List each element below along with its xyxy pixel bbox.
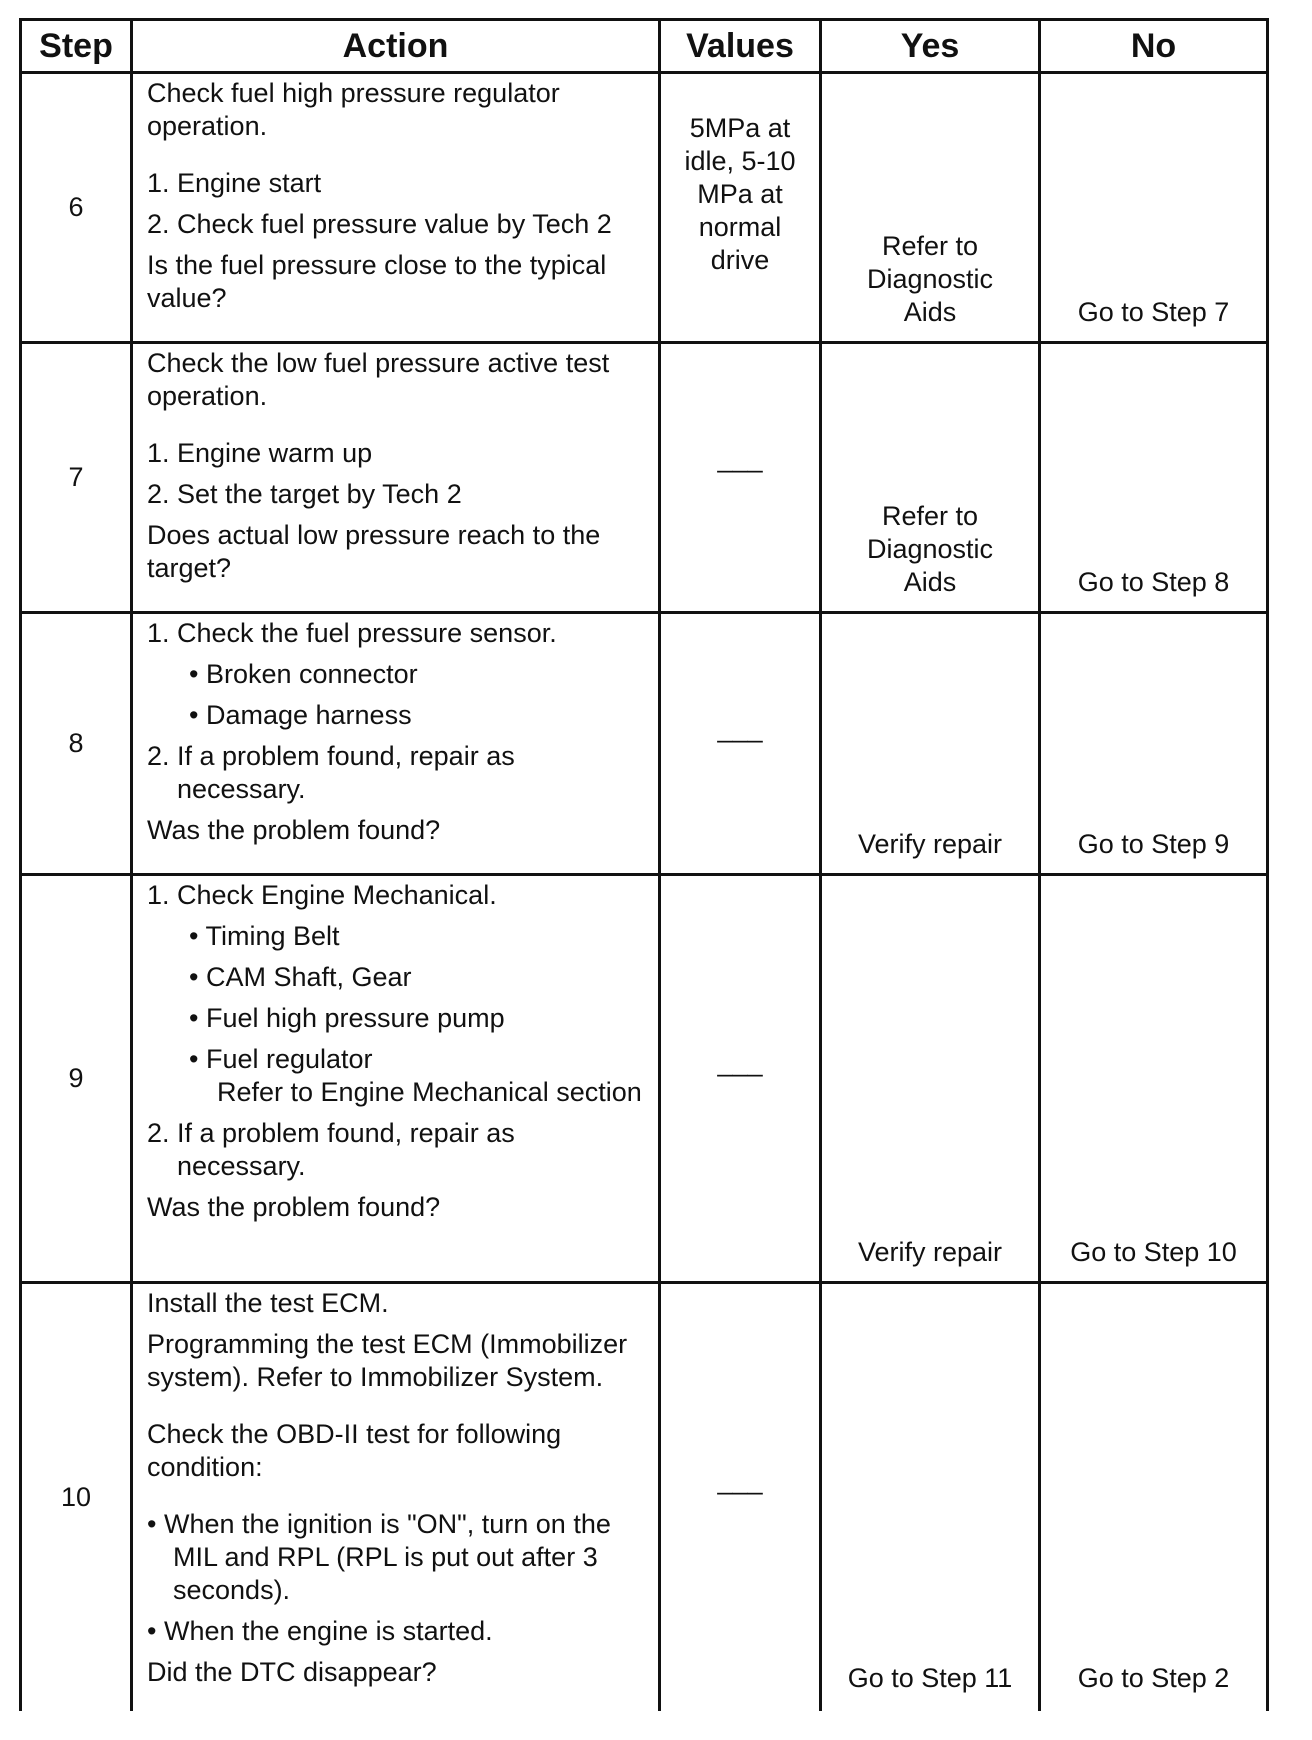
action-bullet: • CAM Shaft, Gear	[189, 962, 412, 992]
action-note: Refer to Engine Mechanical section	[217, 1077, 642, 1107]
no-cell	[1040, 343, 1268, 613]
action-cell	[132, 73, 660, 343]
action-question: Does actual low pressure reach to the target?	[147, 520, 601, 583]
action-question: Did the DTC disappear?	[147, 1657, 437, 1687]
action-bullet: • When the engine is started.	[147, 1616, 493, 1646]
action-item-2: 2. Check fuel pressure value by Tech 2	[147, 209, 612, 239]
action-question: Was the problem found?	[147, 1192, 441, 1222]
no-text: Go to Step 7	[1077, 297, 1230, 327]
values-dash: ___	[717, 443, 763, 473]
header-values: Values	[660, 20, 821, 73]
yes-text: Go to Step 11	[847, 1662, 1013, 1693]
no-cell	[1040, 73, 1268, 343]
action-intro: Check fuel high pressure regulator operation.	[147, 78, 560, 141]
header-row	[21, 20, 1268, 73]
action-item-1: 1. Check Engine Mechanical.	[147, 880, 497, 910]
action-bullet: • When the ignition is "ON", turn on the MIL and RPL (RPL is put out after 3 seconds).	[147, 1509, 611, 1605]
action-cell	[132, 875, 660, 1283]
header-no: No	[1040, 20, 1268, 73]
action-bullet: • Timing Belt	[189, 921, 340, 951]
no-cell	[1040, 875, 1268, 1283]
step-number: 8	[21, 613, 132, 875]
action-item-2: 2. If a problem found, repair as necessary.	[147, 1118, 515, 1181]
header-step: Step	[21, 20, 132, 73]
action-cell	[132, 343, 660, 613]
step-number: 9	[21, 875, 132, 1283]
yes-text: Verify repair	[857, 1237, 1003, 1267]
values-cell	[660, 613, 821, 875]
header-action: Action	[132, 20, 660, 73]
table-row-step-6	[21, 73, 1268, 343]
table-row-step-10	[21, 1283, 1268, 1711]
action-question: Is the fuel pressure close to the typical value?	[147, 250, 607, 313]
header-yes: Yes	[821, 20, 1040, 73]
values-dash: ___	[717, 713, 763, 743]
no-cell	[1040, 1283, 1268, 1711]
values-dash: ___	[717, 1047, 763, 1077]
values-cell	[660, 1283, 821, 1711]
yes-text: Refer to Diagnostic Aids	[866, 231, 994, 327]
values-text: 5MPa at idle, 5-10 MPa at normal drive	[684, 113, 796, 275]
values-cell	[660, 343, 821, 613]
action-bullet: • Fuel regulator	[189, 1044, 373, 1074]
no-text: Go to Step 9	[1077, 829, 1230, 859]
action-item-2: 2. Set the target by Tech 2	[147, 479, 462, 509]
diagnostic-table	[19, 18, 1269, 1711]
step-number: 10	[21, 1283, 132, 1711]
action-item-1: 1. Engine start	[147, 168, 322, 198]
table-row-step-7	[21, 343, 1268, 613]
yes-cell	[821, 343, 1040, 613]
action-item-1: 1. Check the fuel pressure sensor.	[147, 618, 557, 648]
action-bullet: • Fuel high pressure pump	[189, 1003, 505, 1033]
action-bullet: • Damage harness	[189, 700, 412, 730]
action-intro: Check the low fuel pressure active test operation.	[147, 348, 610, 411]
no-text: Go to Step 8	[1077, 567, 1230, 597]
no-text: Go to Step 2	[1077, 1662, 1230, 1693]
values-cell	[660, 875, 821, 1283]
yes-text: Verify repair	[857, 829, 1003, 859]
no-cell	[1040, 613, 1268, 875]
yes-cell	[821, 1283, 1040, 1711]
action-line: Install the test ECM.	[147, 1288, 389, 1318]
action-line: Programming the test ECM (Immobilizer system). Refer to Immobilizer System.	[147, 1329, 628, 1392]
action-item-1: 1. Engine warm up	[147, 438, 373, 468]
action-line: Check the OBD-II test for following condition:	[147, 1419, 562, 1482]
yes-cell	[821, 875, 1040, 1283]
table-row-step-8	[21, 613, 1268, 875]
values-cell	[660, 73, 821, 343]
values-dash: ___	[717, 1465, 763, 1495]
yes-text: Refer to Diagnostic Aids	[866, 501, 994, 597]
table-row-step-9	[21, 875, 1268, 1283]
yes-cell	[821, 613, 1040, 875]
action-item-2: 2. If a problem found, repair as necessary.	[147, 741, 515, 804]
step-number: 6	[21, 73, 132, 343]
no-text: Go to Step 10	[1070, 1237, 1237, 1267]
action-cell	[132, 1283, 660, 1711]
yes-cell	[821, 73, 1040, 343]
action-question: Was the problem found?	[147, 815, 441, 845]
action-cell	[132, 613, 660, 875]
step-number: 7	[21, 343, 132, 613]
action-bullet: • Broken connector	[189, 659, 418, 689]
